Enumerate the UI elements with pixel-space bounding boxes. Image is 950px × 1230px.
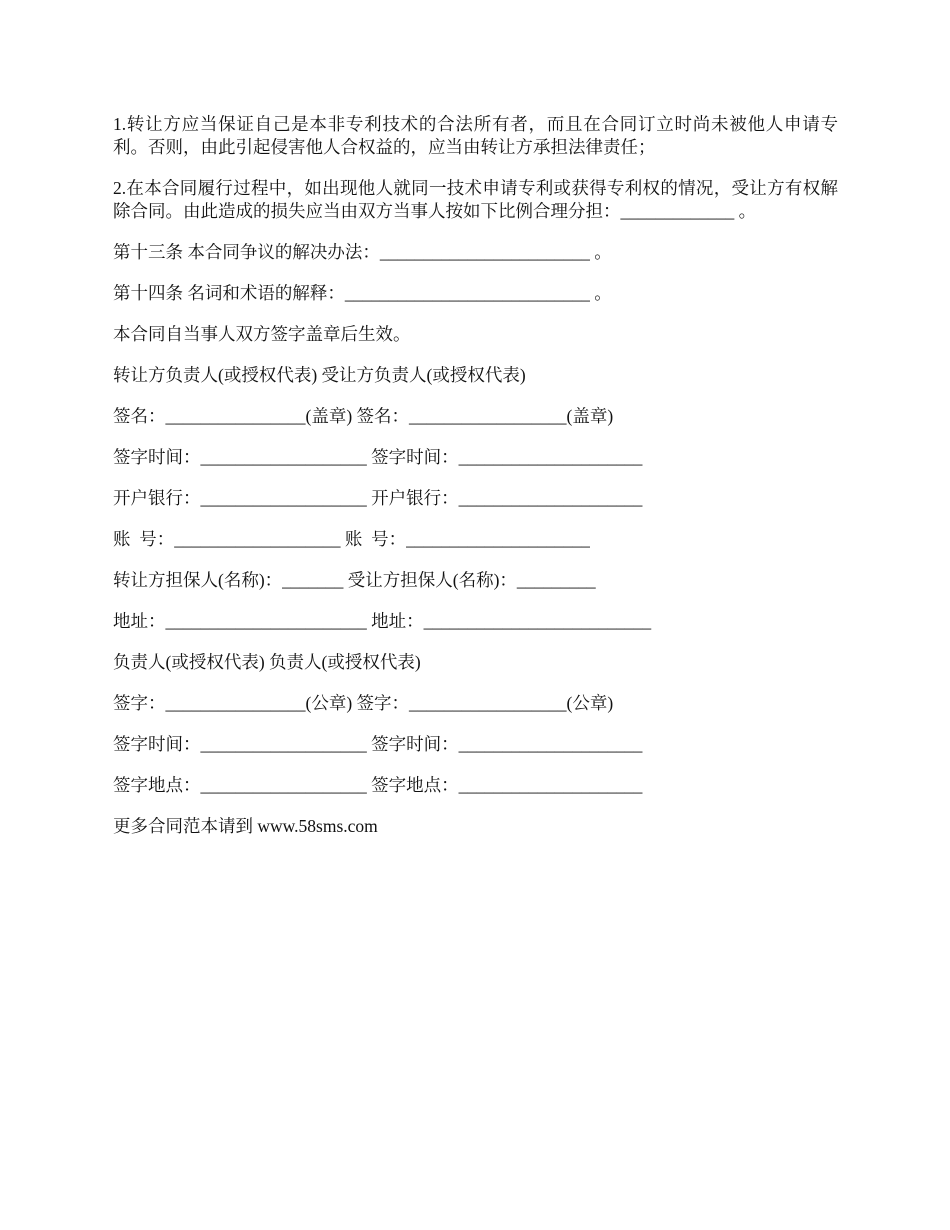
guarantor-heading: 负责人(或授权代表) 负责人(或授权代表) [113, 652, 421, 672]
parties-heading: 转让方负责人(或授权代表) 受让方负责人(或授权代表) [113, 365, 526, 385]
guarantor-line: 转让方担保人(名称)：_______ 受让方担保人(名称)：_________ [113, 570, 596, 590]
footer-link[interactable]: 更多合同范本请到 www.58sms.com [113, 816, 378, 836]
account-line: 账 号：___________________ 账 号：_____________________ [113, 529, 590, 549]
sign-time-line: 签字时间：___________________ 签字时间：_____________________ [113, 447, 643, 467]
guarantor-sign-time-line: 签字时间：___________________ 签字时间：_____________________ [113, 734, 643, 754]
article-14: 第十四条 名词和术语的解释：____________________________ 。 [113, 283, 612, 303]
sign-place-line: 签字地点：___________________ 签字地点：_____________________ [113, 775, 643, 795]
sign-name-line: 签名：________________(盖章) 签名：__________________(盖章) [113, 406, 614, 426]
address-line: 地址：_______________________ 地址：__________________________ [113, 611, 652, 631]
bank-line: 开户银行：___________________ 开户银行：_____________________ [113, 488, 643, 508]
article-13: 第十三条 本合同争议的解决办法：________________________ 。 [113, 242, 612, 262]
clause-2: 2.在本合同履行过程中，如出现他人就同一技术申请专利或获得专利权的情况，受让方有权解除合同。由此造成的损失应当由双方当事人按如下比例合理分担：_____________ 。 [113, 178, 838, 221]
document-page [113, 113, 838, 856]
clause-1: 1.转让方应当保证自己是本非专利技术的合法所有者，而且在合同订立时尚未被他人申请专利。否则，由此引起侵害他人合权益的，应当由转让方承担法律责任； [113, 114, 838, 157]
effective-statement: 本合同自当事人双方签字盖章后生效。 [113, 324, 411, 344]
sign-seal-line: 签字：________________(公章) 签字：__________________(公章) [113, 693, 614, 713]
